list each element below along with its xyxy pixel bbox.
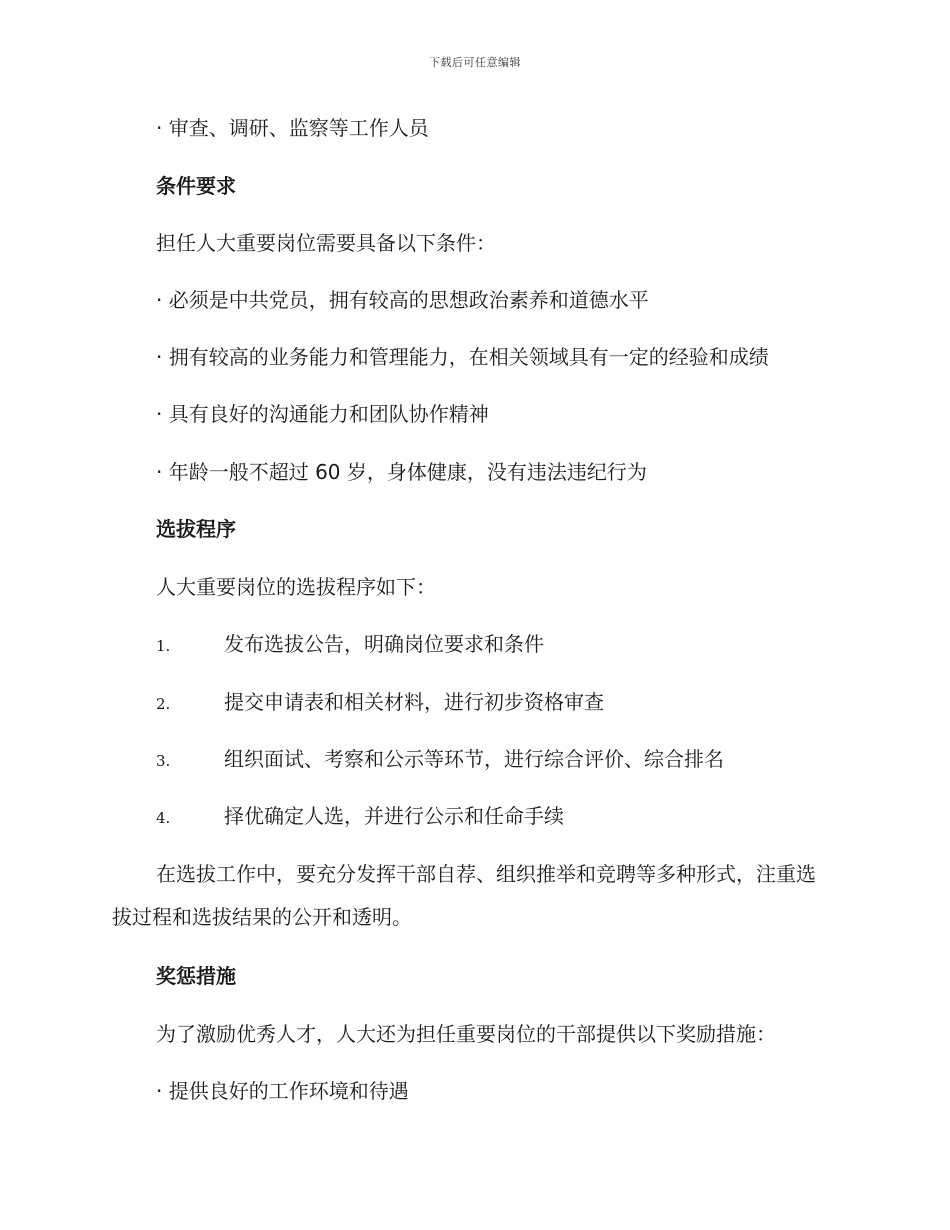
numbered-step xyxy=(156,802,564,832)
section-intro-conditions: 担任人大重要岗位需要具备以下条件： xyxy=(156,231,496,255)
step-text: 提交申请表和相关材料，进行初步资格审查 xyxy=(224,690,604,714)
section-heading-selection: 选拔程序 xyxy=(156,517,236,541)
body-paragraph xyxy=(112,853,834,939)
list-item: · 具有良好的沟通能力和团队协作精神 xyxy=(156,402,489,426)
list-item: · 拥有较高的业务能力和管理能力，在相关领域具有一定的经验和成绩 xyxy=(156,345,769,369)
step-text: 择优确定人选，并进行公示和任命手续 xyxy=(224,804,564,828)
section-heading-rewards: 奖惩措施 xyxy=(156,964,236,988)
step-text: 发布选拔公告，明确岗位要求和条件 xyxy=(224,632,544,656)
list-item: · 必须是中共党员，拥有较高的思想政治素养和道德水平 xyxy=(156,288,649,312)
list-item: · 年龄一般不超过 60 岁，身体健康，没有违法违纪行为 xyxy=(156,460,647,484)
numbered-step xyxy=(156,745,724,775)
paragraph-text: 在选拔工作中，要充分发挥干部自荐、组织推举和竞聘等多种形式，注重选拔过程和选拔结果的公开和透明。 xyxy=(112,862,816,929)
step-number: 2. xyxy=(156,695,171,713)
numbered-step xyxy=(156,630,544,660)
numbered-step xyxy=(156,688,604,718)
section-intro-selection: 人大重要岗位的选拔程序如下： xyxy=(156,575,436,599)
list-item: · 审查、调研、监察等工作人员 xyxy=(156,116,429,140)
step-number: 4. xyxy=(156,809,171,827)
section-intro-rewards: 为了激励优秀人才，人大还为担任重要岗位的干部提供以下奖励措施： xyxy=(156,1022,776,1046)
header-note: 下载后可任意编辑 xyxy=(429,56,521,69)
step-text: 组织面试、考察和公示等环节，进行综合评价、综合排名 xyxy=(224,747,724,771)
list-item: · 提供良好的工作环境和待遇 xyxy=(156,1079,409,1103)
step-number: 1. xyxy=(156,637,171,655)
step-number: 3. xyxy=(156,752,171,770)
section-heading-conditions: 条件要求 xyxy=(156,174,236,198)
